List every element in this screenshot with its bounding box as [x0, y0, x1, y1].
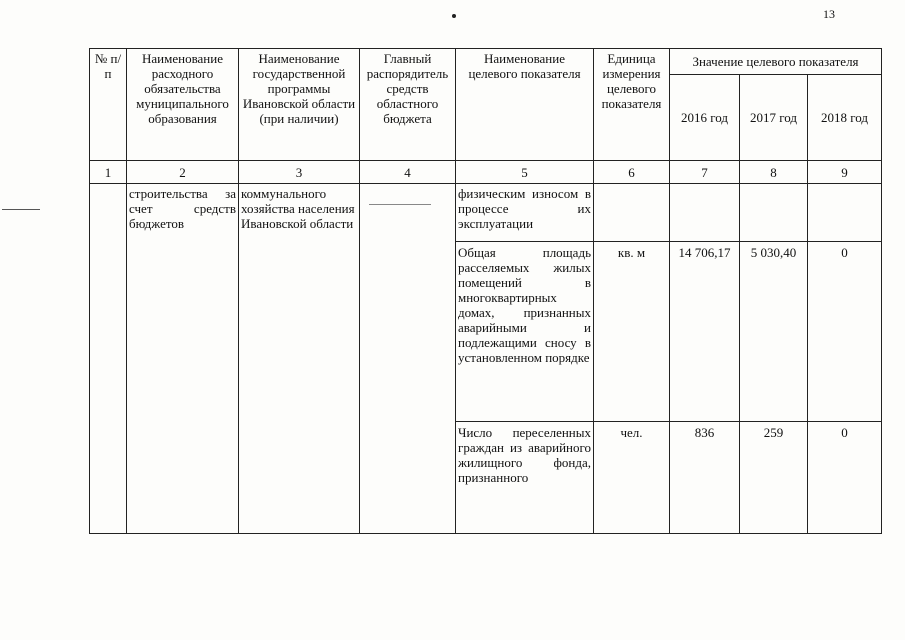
- unit-cell: кв. м: [594, 242, 670, 422]
- obligation-cell: строительства за счет средств бюджетов: [127, 184, 239, 534]
- value-2017-cell: 5 030,40: [740, 242, 808, 422]
- indicator-cell: Общая площадь расселяемых жилых помещений в многоквартирных домах, признанных аварийными и подлежащими сносу в установленном порядке: [456, 242, 594, 422]
- administrator-cell: [360, 184, 456, 534]
- table-row: [90, 184, 882, 242]
- value-2017-cell: [740, 184, 808, 242]
- header-program: Наименование государственной программы Ивановской области (при наличии): [239, 49, 360, 161]
- column-number: 2: [127, 161, 239, 184]
- header-indicator: Наименование целевого показателя: [456, 49, 594, 161]
- value-2016-cell: [670, 184, 740, 242]
- header-unit: Единица измерения целевого показателя: [594, 49, 670, 161]
- value-2018-cell: 0: [808, 422, 882, 534]
- column-number-row: [90, 161, 882, 184]
- column-number: 4: [360, 161, 456, 184]
- header-number: № п/п: [90, 49, 127, 161]
- header-obligation: Наименование расходного обязательства муниципального образования: [127, 49, 239, 161]
- column-number: 9: [808, 161, 882, 184]
- header-administrator: Главный распорядитель средств областного бюджета: [360, 49, 456, 161]
- header-year-2016: 2016 год: [670, 75, 740, 161]
- scan-speck: [452, 14, 456, 18]
- unit-cell: [594, 184, 670, 242]
- value-2016-cell: 14 706,17: [670, 242, 740, 422]
- column-number: 5: [456, 161, 594, 184]
- column-number: 6: [594, 161, 670, 184]
- value-2016-cell: 836: [670, 422, 740, 534]
- value-2018-cell: [808, 184, 882, 242]
- program-cell: коммунального хозяйства населения Ивановской области: [239, 184, 360, 534]
- value-2017-cell: 259: [740, 422, 808, 534]
- row-number-cell: [90, 184, 127, 534]
- unit-cell: чел.: [594, 422, 670, 534]
- indicator-cell: Число переселенных граждан из аварийного жилищного фонда, признанного: [456, 422, 594, 534]
- column-number: 8: [740, 161, 808, 184]
- header-target-value: Значение целевого показателя: [670, 49, 882, 75]
- column-number: 3: [239, 161, 360, 184]
- scan-mark: [2, 209, 40, 210]
- column-number: 1: [90, 161, 127, 184]
- indicator-cell: физическим износом в процессе их эксплуатации: [456, 184, 594, 242]
- header-year-2017: 2017 год: [740, 75, 808, 161]
- page-number: 13: [823, 7, 835, 21]
- header-year-2018: 2018 год: [808, 75, 882, 161]
- column-number: 7: [670, 161, 740, 184]
- value-2018-cell: 0: [808, 242, 882, 422]
- target-indicators-table: [89, 48, 882, 534]
